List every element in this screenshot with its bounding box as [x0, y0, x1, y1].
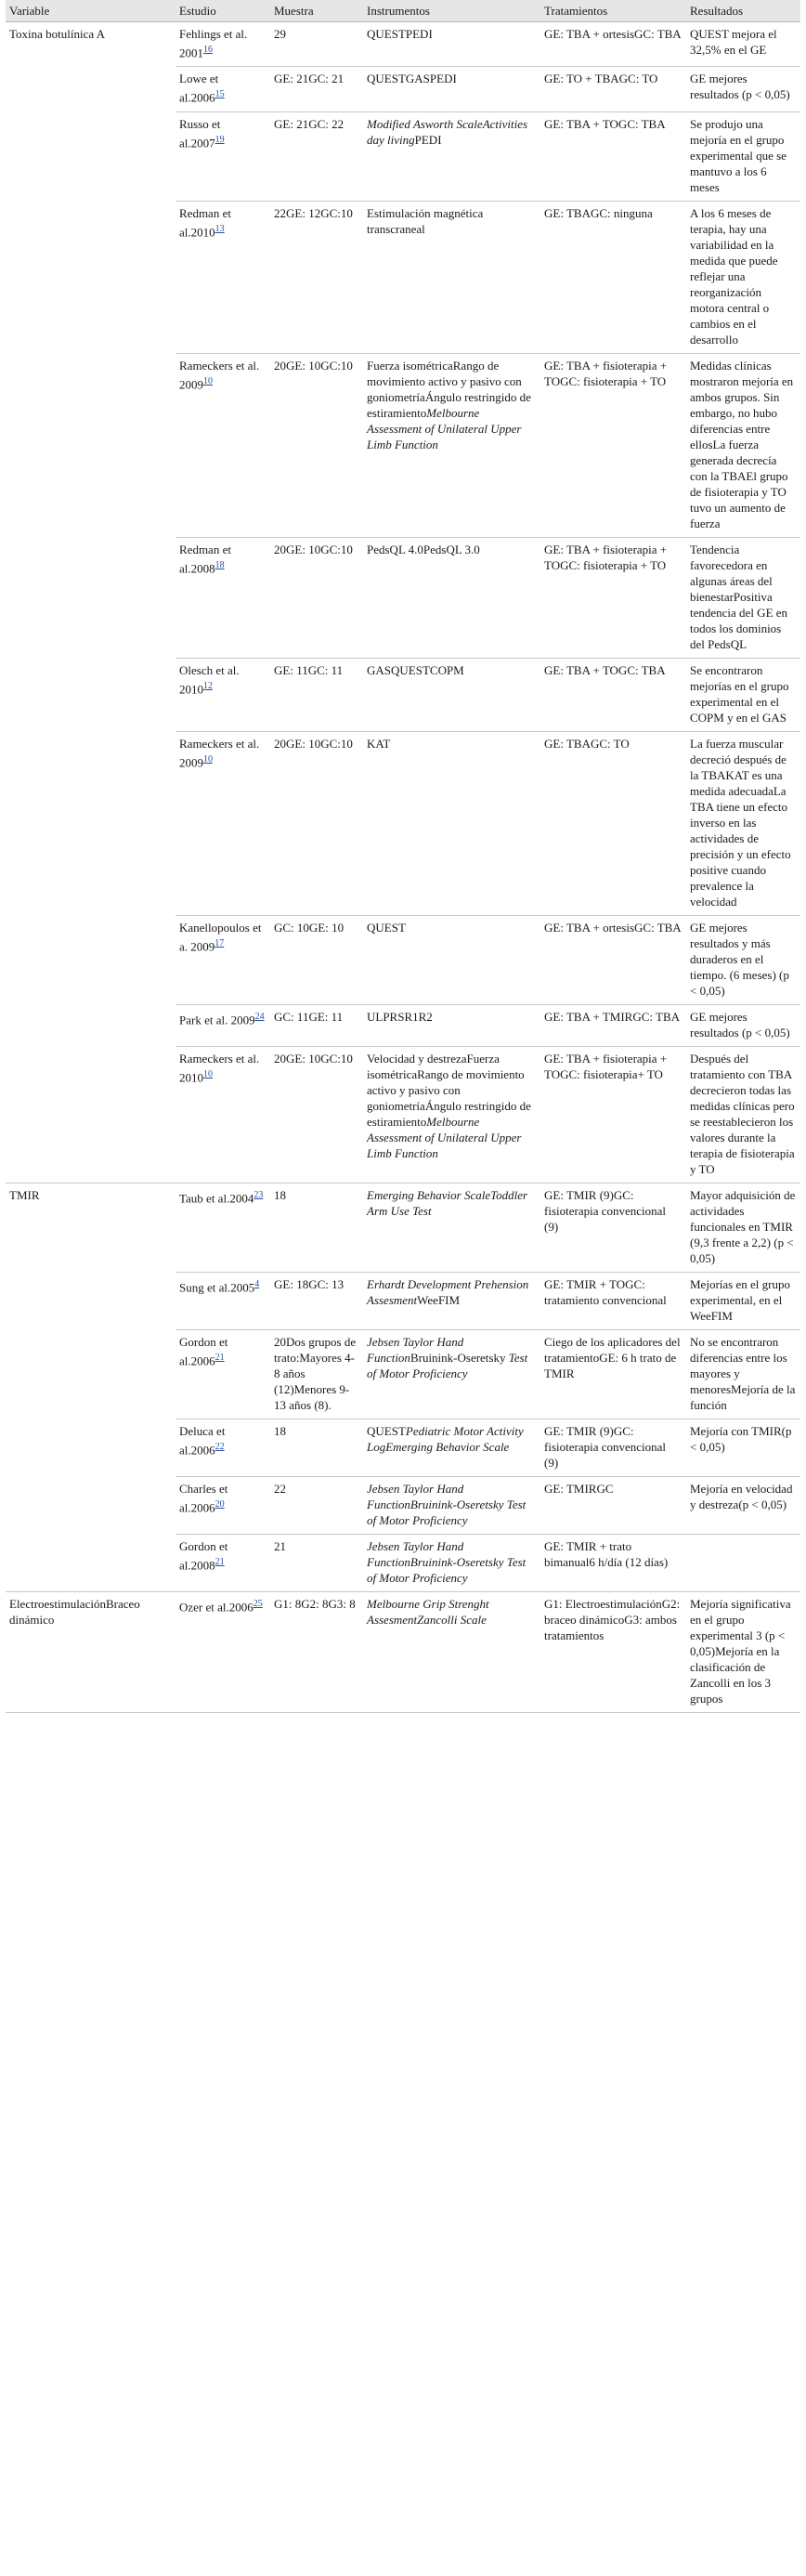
study-name: Olesch et al. 2010 [179, 662, 240, 696]
results-cell: Mejoría con TMIR(p < 0,05) [686, 1419, 800, 1476]
results-cell: A los 6 meses de terapia, hay una variabilidad en la medida que puede reflejar una reorganización motora central o cambios en el desarrollo [686, 201, 800, 353]
instrument-text: Fuerza isométricaRango de movimiento activo y pasivo con goniometríaÁngulo restringido de estiramiento [367, 358, 531, 420]
instruments-cell [363, 1272, 540, 1329]
reference-link[interactable]: 10 [203, 375, 213, 386]
treatment-cell: GE: TBA + TMIRGC: TBA [540, 1004, 686, 1046]
table-row [6, 67, 800, 111]
table-row [6, 353, 800, 537]
reference-link[interactable]: 21 [214, 1556, 225, 1567]
results-cell: Medidas clínicas mostraron mejoría en ambos grupos. Sin embargo, no hubo diferencias entre ellosLa fuerza generada decrecía con la TBAEl grupo de fisioterapia y TO tuvo un aumento de fuerza [686, 353, 800, 537]
sample-cell: 22 [270, 1476, 363, 1534]
study-cell [176, 111, 270, 201]
instruments-cell [363, 1329, 540, 1419]
results-cell: Mayor adquisición de actividades funcionales en TMIR (9,3 frente a 2,2) (p < 0,05) [686, 1183, 800, 1272]
treatment-cell: GE: TMIRGC [540, 1476, 686, 1534]
study-name: Sung et al.2005 [179, 1279, 255, 1294]
instruments-cell [363, 658, 540, 731]
table-row [6, 1476, 800, 1534]
study-name: Deluca et al.2006 [179, 1423, 226, 1457]
instruments-cell [363, 111, 540, 201]
header-instrumentos: Instrumentos [363, 0, 540, 22]
instruments-cell [363, 1476, 540, 1534]
treatment-cell: GE: TMIR + TOGC: tratamiento convencional [540, 1272, 686, 1329]
results-cell: Mejorías en el grupo experimental, en el WeeFIM [686, 1272, 800, 1329]
variable-cell [6, 537, 176, 658]
study-cell [176, 1046, 270, 1183]
study-name: Taub et al.2004 [179, 1190, 254, 1205]
table-row [6, 658, 800, 731]
reference-link[interactable]: 21 [214, 1352, 225, 1363]
instrument-text: ULPRSR1R2 [367, 1009, 433, 1024]
study-name: Rameckers et al. 2010 [179, 1051, 260, 1084]
results-cell: Mejoría significativa en el grupo experimental 3 (p < 0,05)Mejoría en la clasificación de Zancolli en los 3 grupos [686, 1591, 800, 1712]
reference-link[interactable]: 4 [254, 1278, 260, 1289]
instruments-cell [363, 1004, 540, 1046]
variable-cell [6, 658, 176, 731]
header-variable: Variable [6, 0, 176, 22]
results-cell [686, 1534, 800, 1591]
header-resultados: Resultados [686, 0, 800, 22]
variable-cell [6, 1419, 176, 1476]
instruments-cell [363, 1591, 540, 1712]
treatment-cell: GE: TMIR (9)GC: fisioterapia convencional (9) [540, 1183, 686, 1272]
instrument-text: Jebsen Taylor Hand FunctionBruinink-Oseretsky Test of Motor Proficiency [367, 1481, 526, 1527]
header-estudio: Estudio [176, 0, 270, 22]
table-row [6, 1534, 800, 1591]
study-cell [176, 1591, 270, 1712]
instrument-text: Melbourne Assessment of Unilateral Upper Limb Function [367, 405, 522, 451]
instruments-cell [363, 915, 540, 1004]
instrument-text: Estimulación magnética transcraneal [367, 205, 484, 236]
study-cell [176, 67, 270, 111]
sample-cell: GC: 10GE: 10 [270, 915, 363, 1004]
study-name: Rameckers et al. 2009 [179, 736, 260, 769]
instrument-text: QUEST [367, 1423, 406, 1438]
instrument-text: QUESTPEDI [367, 27, 433, 41]
study-name: Charles et al.2006 [179, 1481, 228, 1514]
reference-link[interactable]: 23 [254, 1189, 264, 1200]
study-name: Gordon et al.2006 [179, 1334, 228, 1367]
study-cell [176, 1419, 270, 1476]
treatment-cell: GE: TMIR (9)GC: fisioterapia convencional (9) [540, 1419, 686, 1476]
treatment-cell: GE: TBAGC: ninguna [540, 201, 686, 353]
instruments-cell [363, 1534, 540, 1591]
variable-cell [6, 1329, 176, 1419]
sample-cell: 29 [270, 22, 363, 67]
instruments-cell [363, 353, 540, 537]
table-row [6, 1419, 800, 1476]
study-cell [176, 1329, 270, 1419]
sample-cell: GE: 21GC: 21 [270, 67, 363, 111]
treatment-cell: GE: TBA + TOGC: TBA [540, 111, 686, 201]
table-row [6, 915, 800, 1004]
study-name: Rameckers et al. 2009 [179, 358, 260, 391]
treatment-cell: GE: TBA + TOGC: TBA [540, 658, 686, 731]
sample-cell: 20GE: 10GC:10 [270, 1046, 363, 1183]
reference-link[interactable]: 10 [203, 1068, 213, 1079]
study-name: Redman et al.2010 [179, 205, 231, 239]
variable-cell [6, 201, 176, 353]
reference-link[interactable]: 24 [254, 1011, 265, 1022]
reference-link[interactable]: 25 [253, 1598, 263, 1609]
treatment-cell: GE: TBA + fisioterapia + TOGC: fisioterapia + TO [540, 537, 686, 658]
sample-cell: GE: 18GC: 13 [270, 1272, 363, 1329]
reference-link[interactable]: 13 [214, 223, 225, 234]
treatment-cell: GE: TBA + ortesisGC: TBA [540, 915, 686, 1004]
sample-cell: GE: 21GC: 22 [270, 111, 363, 201]
instrument-text: PedsQL 4.0PedsQL 3.0 [367, 542, 480, 556]
treatment-cell: GE: TMIR + trato bimanual6 h/día (12 días) [540, 1534, 686, 1591]
instrument-text: Test of Motor Proficiency [367, 1350, 528, 1380]
reference-link[interactable]: 12 [203, 680, 213, 691]
instrument-text: GASQUESTCOPM [367, 662, 464, 677]
instrument-text: Melbourne Grip Strenght AssesmentZancolli Scale [367, 1596, 489, 1627]
variable-cell [6, 1046, 176, 1183]
variable-cell: TMIR [9, 1187, 40, 1202]
results-cell: GE mejores resultados y más duraderos en el tiempo. (6 meses) (p < 0,05) [686, 915, 800, 1004]
instrument-text: QUEST [367, 920, 406, 935]
reference-link[interactable]: 15 [214, 89, 225, 100]
study-cell [176, 1476, 270, 1534]
sample-cell: 18 [270, 1183, 363, 1272]
study-cell [176, 201, 270, 353]
treatment-cell: GE: TBA + fisioterapia + TOGC: fisioterapia + TO [540, 353, 686, 537]
reference-link[interactable]: 18 [214, 559, 225, 570]
instruments-cell [363, 22, 540, 67]
instrument-text: Jebsen Taylor Hand Function [367, 1334, 464, 1365]
variable-cell [6, 1534, 176, 1591]
variable-cell [6, 353, 176, 537]
instrument-text: PEDI [414, 132, 442, 147]
study-cell [176, 1534, 270, 1591]
reference-link[interactable]: 10 [203, 753, 213, 765]
variable-cell: Toxina botulínica A [9, 27, 106, 41]
table-header-row [6, 0, 800, 22]
table-row [6, 1046, 800, 1183]
study-cell [176, 1004, 270, 1046]
reference-link[interactable]: 22 [214, 1441, 225, 1452]
treatment-cell: GE: TBAGC: TO [540, 731, 686, 915]
table-row [6, 1329, 800, 1419]
instrument-text: Jebsen Taylor Hand FunctionBruinink-Oseretsky Test of Motor Proficiency [367, 1538, 526, 1585]
study-name: Lowe et al.2006 [179, 72, 219, 105]
results-cell: No se encontraron diferencias entre los mayores y menoresMejoría de la función [686, 1329, 800, 1419]
table-row [6, 731, 800, 915]
results-cell: Tendencia favorecedora en algunas áreas del bienestarPositiva tendencia del GE en todos los dominios del PedsQL [686, 537, 800, 658]
reference-link[interactable]: 20 [214, 1498, 225, 1510]
study-cell [176, 22, 270, 67]
sample-cell: 18 [270, 1419, 363, 1476]
instruments-cell [363, 67, 540, 111]
sample-cell: 20GE: 10GC:10 [270, 353, 363, 537]
variable-cell: ElectroestimulaciónBraceo dinámico [6, 1591, 176, 1712]
variable-cell [6, 111, 176, 201]
treatment-cell: G1: ElectroestimulaciónG2: braceo dinámicoG3: ambos tratamientos [540, 1591, 686, 1712]
study-name: Russo et al.2007 [179, 116, 221, 150]
variable-cell [6, 915, 176, 1004]
results-table [6, 0, 800, 1713]
study-cell [176, 353, 270, 537]
study-name: Ozer et al.2006 [179, 1599, 254, 1614]
variable-cell [6, 1476, 176, 1534]
instruments-cell [363, 201, 540, 353]
study-cell [176, 731, 270, 915]
results-cell: Se produjo una mejoría en el grupo experimental que se mantuvo a los 6 meses [686, 111, 800, 201]
results-cell: Mejoría en velocidad y destreza(p < 0,05) [686, 1476, 800, 1534]
instrument-text: Pediatric Motor Activity LogEmerging Behavior Scale [367, 1423, 524, 1454]
table-row [6, 1183, 800, 1272]
variable-cell [6, 731, 176, 915]
instrument-text: Velocidad y destrezaFuerza isométricaRango de movimiento activo y pasivo con goniometríaÁngulo restringido de estiramiento [367, 1051, 531, 1129]
sample-cell: 20GE: 10GC:10 [270, 731, 363, 915]
results-cell: GE mejores resultados (p < 0,05) [686, 67, 800, 111]
table-row [6, 201, 800, 353]
instrument-text: Erhardt Development Prehension Assesment [367, 1276, 529, 1307]
table-body [6, 22, 800, 1713]
study-cell [176, 537, 270, 658]
instrument-text: WeeFIM [417, 1292, 461, 1307]
sample-cell: 21 [270, 1534, 363, 1591]
table-row [6, 111, 800, 201]
sample-cell: 20GE: 10GC:10 [270, 537, 363, 658]
study-cell [176, 1272, 270, 1329]
table-row [6, 1591, 800, 1712]
results-cell: GE mejores resultados (p < 0,05) [686, 1004, 800, 1046]
study-name: Redman et al.2008 [179, 542, 231, 575]
sample-cell: GE: 11GC: 11 [270, 658, 363, 731]
table-row [6, 1004, 800, 1046]
instrument-text: Emerging Behavior ScaleToddler Arm Use Test [367, 1187, 528, 1218]
study-name: Park et al. 2009 [179, 1012, 255, 1026]
instrument-text: Modified Asworth ScaleActivities day living [367, 116, 528, 147]
treatment-cell: GE: TO + TBAGC: TO [540, 67, 686, 111]
variable-cell [6, 1004, 176, 1046]
instruments-cell [363, 1419, 540, 1476]
results-cell: Después del tratamiento con TBA decrecieron todas las medidas clínicas pero se reestablecieron los valores durante la terapia de fisioterapia y TO [686, 1046, 800, 1183]
treatment-cell: GE: TBA + fisioterapia + TOGC: fisioterapia+ TO [540, 1046, 686, 1183]
instruments-cell [363, 1183, 540, 1272]
instruments-cell [363, 1046, 540, 1183]
instruments-cell [363, 537, 540, 658]
header-muestra: Muestra [270, 0, 363, 22]
instruments-cell [363, 731, 540, 915]
results-cell: QUEST mejora el 32,5% en el GE [686, 22, 800, 67]
study-cell [176, 1183, 270, 1272]
results-cell: La fuerza muscular decreció después de la TBAKAT es una medida adecuadaLa TBA tiene un efecto inverso en las actividades de precisión y un efecto positive cuando prevalence la velocidad [686, 731, 800, 915]
table-row [6, 22, 800, 67]
table-row [6, 537, 800, 658]
study-cell [176, 915, 270, 1004]
variable-cell [6, 67, 176, 111]
results-cell: Se encontraron mejorías en el grupo experimental en el COPM y en el GAS [686, 658, 800, 731]
instrument-text: QUESTGASPEDI [367, 72, 457, 86]
treatment-cell: Ciego de los aplicadores del tratamientoGE: 6 h trato de TMIR [540, 1329, 686, 1419]
instrument-text: KAT [367, 736, 391, 751]
reference-link[interactable]: 17 [214, 937, 225, 948]
sample-cell: 20Dos grupos de trato:Mayores 4-8 años (12)Menores 9-13 años (8). [270, 1329, 363, 1419]
study-name: Kanellopoulos et a. 2009 [179, 920, 262, 953]
instrument-text: Bruinink-Oseretsky [410, 1350, 509, 1365]
study-cell [176, 658, 270, 731]
sample-cell: GC: 11GE: 11 [270, 1004, 363, 1046]
header-tratamientos: Tratamientos [540, 0, 686, 22]
reference-link[interactable]: 19 [214, 134, 225, 145]
sample-cell: G1: 8G2: 8G3: 8 [270, 1591, 363, 1712]
study-name: Gordon et al.2008 [179, 1538, 228, 1572]
study-name: Fehlings et al. 2001 [179, 27, 248, 60]
treatment-cell: GE: TBA + ortesisGC: TBA [540, 22, 686, 67]
variable-cell [6, 1272, 176, 1329]
table-row [6, 1272, 800, 1329]
instrument-text: Melbourne Assessment of Unilateral Upper Limb Function [367, 1114, 522, 1160]
reference-link[interactable]: 16 [203, 45, 213, 55]
sample-cell: 22GE: 12GC:10 [270, 201, 363, 353]
